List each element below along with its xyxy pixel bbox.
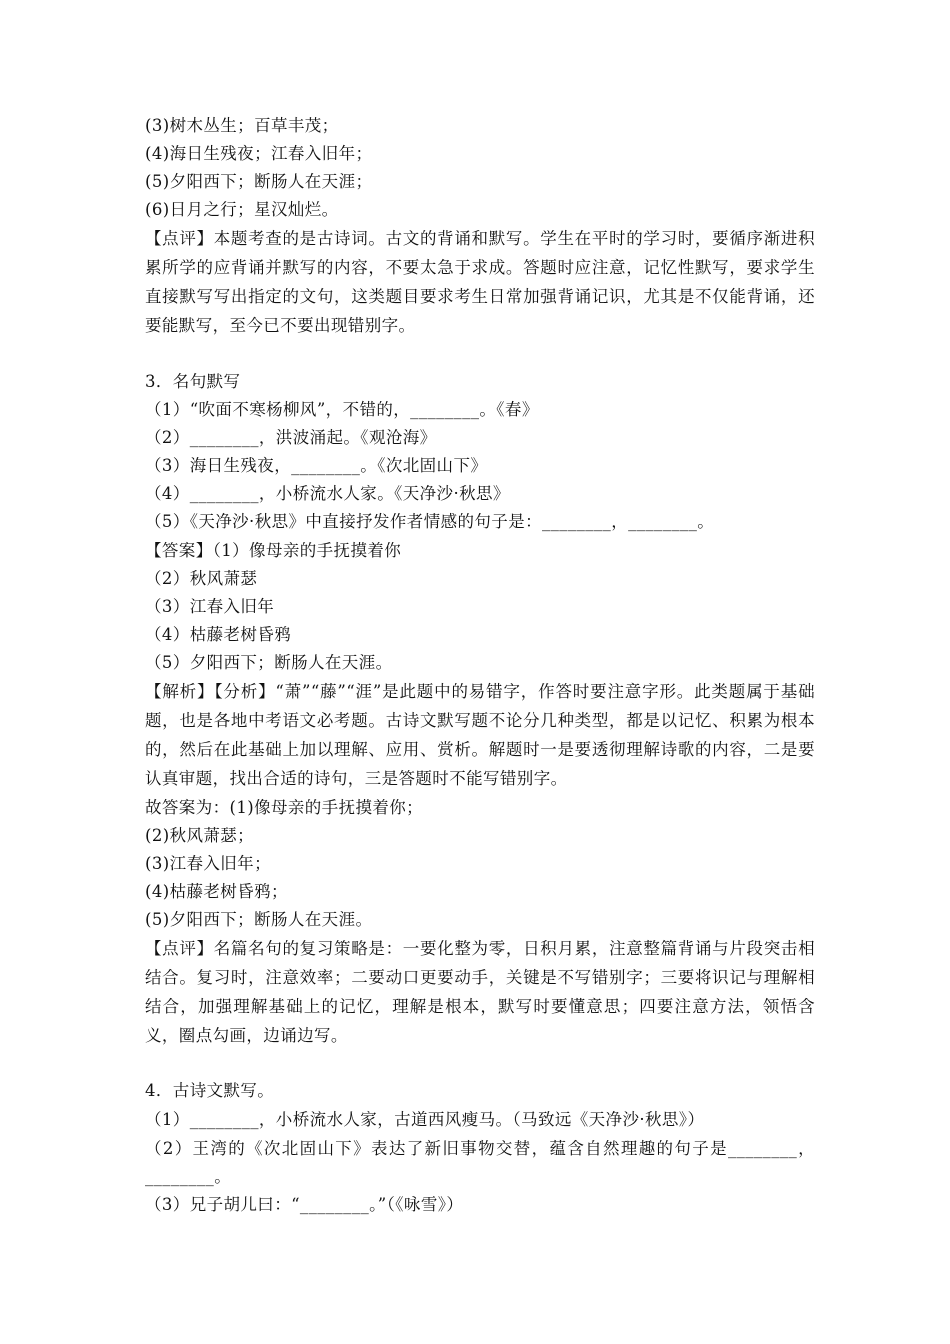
analysis-paragraph-line: 的，然后在此基础上加以理解、应用、赏析。解题时一是要透彻理解诗歌的内容，二是要 [145, 740, 815, 759]
final-answer-line: (2)秋风萧瑟； [145, 826, 255, 845]
answer-line: 【答案】（1）像母亲的手抚摸着你 [145, 541, 402, 560]
question-4-item: （1）________，小桥流水人家，古道西风瘦马。（马致远《天净沙·秋思》） [145, 1110, 705, 1129]
analysis-paragraph-line: 认真审题，找出合适的诗句，三是答题时不能写错别字。 [145, 769, 568, 788]
question-3-item: （4）________，小桥流水人家。《天净沙·秋思》 [145, 484, 510, 503]
comment-paragraph-line: 【点评】名篇名句的复习策略是：一要化整为零，日积月累，注意整篇背诵与片段突击相 [145, 939, 815, 958]
answer-line: （5）夕阳西下；断肠人在天涯。 [145, 653, 393, 672]
answer-line: （2）秋风萧瑟 [145, 569, 258, 588]
answer-line-5: (5)夕阳西下；断肠人在天涯； [145, 172, 373, 191]
comment-paragraph-line: 结合，加强理解基础上的记忆，理解是根本，默写时要懂意思；四要注意方法，领悟含 [145, 997, 815, 1016]
question-3-item: （1）“吹面不寒杨柳风”，不错的，________。《春》 [145, 400, 539, 419]
question-4-title: 4．古诗文默写。 [145, 1081, 275, 1100]
question-4-item: （3）兄子胡儿曰：“________。”（《咏雪》） [145, 1195, 464, 1214]
final-answer-line: 故答案为：(1)像母亲的手抚摸着你； [145, 798, 424, 817]
analysis-paragraph-line: 题，也是各地中考语文必考题。古诗文默写题不论分几种类型，都是以记忆、积累为根本 [145, 711, 815, 730]
comment-paragraph-line: 【点评】本题考查的是古诗词。古文的背诵和默写。学生在平时的学习时，要循序渐进积 [145, 229, 815, 248]
analysis-paragraph-line: 【解析】【分析】“萧”“藤”“涯”是此题中的易错字，作答时要注意字形。此类题属于基础 [145, 682, 815, 701]
final-answer-line: (3)江春入旧年； [145, 854, 271, 873]
final-answer-line: (4)枯藤老树昏鸦； [145, 882, 288, 901]
comment-paragraph-line: 要能默写，至今已不要出现错别字。 [145, 316, 416, 335]
answer-line-3: (3)树木丛生；百草丰茂； [145, 116, 339, 135]
question-4-item: （2）王湾的《次北固山下》表达了新旧事物交替，蕴含自然理趣的句子是________， [145, 1139, 815, 1158]
comment-paragraph-line: 结合。复习时，注意效率；二要动口更要动手，关键是不写错别字；三要将识记与理解相 [145, 968, 815, 987]
comment-paragraph-line: 义，圈点勾画，边诵边写。 [145, 1026, 348, 1045]
comment-paragraph-line: 直接默写写出指定的文句，这类题目要求考生日常加强背诵记识，尤其是不仅能背诵，还 [145, 287, 815, 306]
answer-line: （4）枯藤老树昏鸦 [145, 625, 292, 644]
question-3-item: （5）《天净沙·秋思》中直接抒发作者情感的句子是：________，________。 [145, 512, 715, 531]
answer-line-4: (4)海日生残夜；江春入旧年； [145, 144, 373, 163]
answer-line: （3）江春入旧年 [145, 597, 275, 616]
question-3-item: （2）________，洪波涌起。《观沧海》 [145, 428, 437, 447]
comment-paragraph-line: 累所学的应背诵并默写的内容，不要太急于求成。答题时应注意，记忆性默写，要求学生 [145, 258, 815, 277]
question-3-item: （3）海日生残夜，________。《次北固山下》 [145, 456, 488, 475]
answer-line-6: (6)日月之行；星汉灿烂。 [145, 200, 339, 219]
question-3-title: 3．名句默写 [145, 372, 241, 391]
question-4-item-continued: ________。 [145, 1167, 232, 1186]
final-answer-line: (5)夕阳西下；断肠人在天涯。 [145, 910, 373, 929]
